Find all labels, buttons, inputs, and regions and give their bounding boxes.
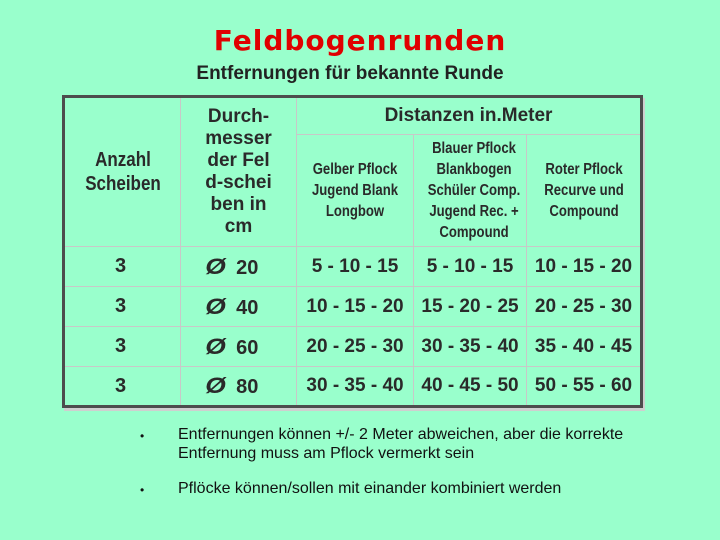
bullet-text: Pflöcke können/sollen mit einander kombiniert werden	[178, 480, 562, 497]
diameter-icon: Ø	[205, 253, 226, 279]
table-row	[64, 247, 642, 287]
cell-gelb: 20 - 25 - 30	[297, 327, 414, 367]
list-item	[140, 425, 700, 463]
cell-rot: 35 - 40 - 45	[527, 327, 642, 367]
table-row	[64, 327, 642, 367]
header-distanzen-label: Distanzen in.Meter	[384, 105, 553, 126]
cell-durchmesser-value: 20	[236, 256, 259, 279]
header-anzahl-scheiben	[64, 97, 181, 247]
bullet-icon: •	[140, 429, 145, 443]
cell-blau: 40 - 45 - 50	[414, 367, 527, 407]
cell-anzahl: 3	[64, 287, 181, 327]
diameter-icon: Ø	[205, 333, 226, 359]
header-distanzen	[297, 97, 642, 135]
table-row	[64, 287, 642, 327]
cell-durchmesser	[181, 367, 297, 407]
header-gelber-pflock	[297, 135, 414, 247]
table-row	[64, 367, 642, 407]
cell-durchmesser-value: 60	[236, 336, 259, 359]
bullet-list	[140, 425, 700, 514]
distance-table	[62, 95, 643, 408]
header-roter-pflock	[527, 135, 642, 247]
cell-rot: 20 - 25 - 30	[527, 287, 642, 327]
header-blauer-pflock	[414, 135, 527, 247]
header-gelb-label: Gelber Pflock Jugend Blank Longbow	[311, 161, 399, 220]
header-blau-label: Blauer Pflock Blankbogen Schüler Comp. Jugend Rec. + Compound	[427, 140, 521, 241]
cell-rot: 50 - 55 - 60	[527, 367, 642, 407]
cell-anzahl: 3	[64, 327, 181, 367]
cell-blau: 5 - 10 - 15	[414, 247, 527, 287]
cell-rot: 10 - 15 - 20	[527, 247, 642, 287]
cell-durchmesser	[181, 327, 297, 367]
header-durchmesser-label: Durch-messer der Feld-scheiben in cm	[205, 106, 272, 237]
header-rot-label: Roter Pflock Recurve und Compound	[543, 161, 624, 220]
cell-durchmesser	[181, 247, 297, 287]
cell-gelb: 30 - 35 - 40	[297, 367, 414, 407]
cell-durchmesser	[181, 287, 297, 327]
list-item	[140, 479, 700, 498]
header-anzahl-label: Anzahl Scheiben	[84, 149, 161, 195]
cell-gelb: 10 - 15 - 20	[297, 287, 414, 327]
cell-anzahl: 3	[64, 367, 181, 407]
cell-gelb: 5 - 10 - 15	[297, 247, 414, 287]
cell-blau: 30 - 35 - 40	[414, 327, 527, 367]
cell-blau: 15 - 20 - 25	[414, 287, 527, 327]
page-title: Feldbogenrunden	[213, 24, 507, 57]
bullet-icon: •	[140, 483, 145, 497]
cell-durchmesser-value: 40	[236, 296, 259, 319]
bullet-text: Entfernungen können +/- 2 Meter abweichen, aber die korrekte Entfernung muss am Pflock vermerkt sein	[178, 426, 624, 462]
header-durchmesser	[181, 97, 297, 247]
diameter-icon: Ø	[205, 373, 226, 398]
cell-anzahl: 3	[64, 247, 181, 287]
diameter-icon: Ø	[205, 293, 226, 319]
cell-durchmesser-value: 80	[236, 376, 259, 398]
page-subtitle: Entfernungen für bekannte Runde	[196, 63, 504, 84]
